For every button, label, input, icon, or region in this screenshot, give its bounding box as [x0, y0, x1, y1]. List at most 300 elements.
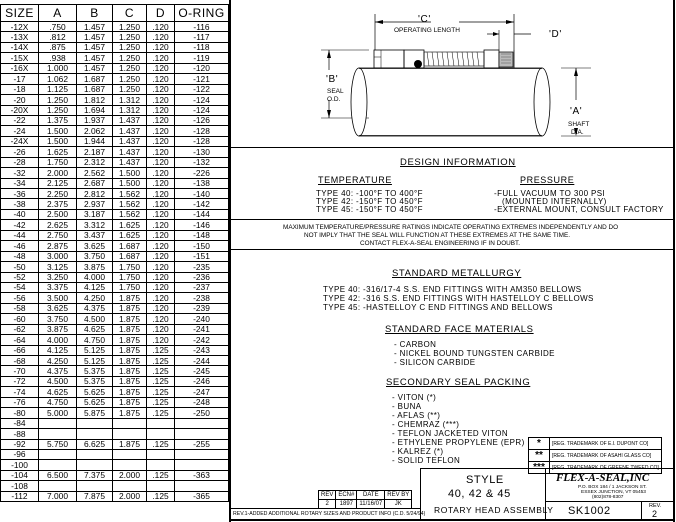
c-cell: 1.500	[113, 168, 147, 178]
b-cell: 4.250	[77, 293, 113, 303]
company-address-2: ESSEX JUNCTION, VT 05453	[581, 490, 646, 495]
a-cell	[39, 429, 77, 439]
a-cell: 5.000	[39, 408, 77, 418]
a-cell: 1.250	[39, 95, 77, 105]
table-row	[1, 42, 229, 52]
b-cell: 3.750	[77, 251, 113, 261]
table-row	[1, 262, 229, 272]
table-row	[1, 126, 229, 136]
table-row	[1, 293, 229, 303]
a-cell: 3.125	[39, 262, 77, 272]
table-row	[1, 449, 229, 459]
packing-line: - SOLID TEFLON	[392, 456, 461, 465]
c-cell	[113, 481, 147, 491]
d-cell: .125	[147, 366, 175, 376]
d-cell: .120	[147, 262, 175, 272]
b-cell: 5.625	[77, 397, 113, 407]
c-cell	[113, 418, 147, 428]
a-cell: 1.125	[39, 84, 77, 94]
revision-header-row	[319, 491, 412, 500]
size-cell: -24	[1, 126, 39, 136]
table-row	[1, 63, 229, 73]
o-ring-cell	[175, 460, 229, 470]
size-cell: -48	[1, 251, 39, 261]
d-cell: .125	[147, 491, 175, 501]
c-cell: 1.875	[113, 408, 147, 418]
o-ring-cell: -245	[175, 366, 229, 376]
a-cell: 4.500	[39, 376, 77, 386]
size-cell: -42	[1, 220, 39, 230]
size-cell: -70	[1, 366, 39, 376]
c-cell: 1.875	[113, 439, 147, 449]
a-cell	[39, 449, 77, 459]
table-row	[1, 429, 229, 439]
a-cell: 2.625	[39, 220, 77, 230]
a-cell: 4.625	[39, 387, 77, 397]
a-cell: 2.500	[39, 209, 77, 219]
b-cell: 5.125	[77, 345, 113, 355]
a-cell: .938	[39, 53, 77, 63]
packing-title: SECONDARY SEAL PACKING	[386, 377, 531, 388]
o-ring-cell	[175, 418, 229, 428]
c-cell: 1.562	[113, 209, 147, 219]
trademark-row	[529, 438, 662, 450]
d-cell: .120	[147, 303, 175, 313]
revision-value: 1897	[336, 500, 357, 509]
b-cell: 3.625	[77, 241, 113, 251]
style-models: 40, 42 & 45	[448, 488, 511, 500]
b-cell: 4.375	[77, 303, 113, 313]
o-ring-cell: -144	[175, 209, 229, 219]
revision-header: REV BY	[385, 491, 412, 500]
d-cell: .125	[147, 345, 175, 355]
o-ring-cell: -248	[175, 397, 229, 407]
seal-head	[374, 50, 514, 68]
drawing-number: SK1002	[568, 505, 611, 517]
b-cell: 2.062	[77, 126, 113, 136]
table-row	[1, 324, 229, 334]
size-cell: -32	[1, 168, 39, 178]
temp-line: TYPE 42: -150°F TO 450°F	[316, 197, 423, 206]
table-row	[1, 220, 229, 230]
face-material-line: - SILICON CARBIDE	[394, 358, 476, 367]
face-materials-title: STANDARD FACE MATERIALS	[385, 324, 534, 335]
c-cell: 1.250	[113, 53, 147, 63]
c-cell: 1.687	[113, 241, 147, 251]
size-cell: -80	[1, 408, 39, 418]
c-cell: 1.750	[113, 272, 147, 282]
c-cell: 1.875	[113, 335, 147, 345]
table-row	[1, 241, 229, 251]
o-ring-cell: -241	[175, 324, 229, 334]
o-ring-cell: -128	[175, 136, 229, 146]
size-cell: -28	[1, 157, 39, 167]
o-ring-cell: -124	[175, 105, 229, 115]
table-row	[1, 157, 229, 167]
operating-length-label: OPERATING LENGTH	[394, 27, 460, 34]
d-cell: .120	[147, 147, 175, 157]
c-header: C	[113, 5, 147, 22]
rev-value: 2	[652, 509, 658, 519]
table-row	[1, 335, 229, 345]
table-row	[1, 74, 229, 84]
face-material-line: - CARBON	[394, 340, 437, 349]
a-cell: 4.375	[39, 366, 77, 376]
revision-header: REV	[319, 491, 336, 500]
o-ring-cell: -238	[175, 293, 229, 303]
pressure-line: -FULL VACUUM TO 300 PSI	[494, 189, 606, 198]
table-row	[1, 230, 229, 240]
b-cell: 1.944	[77, 136, 113, 146]
table-row	[1, 95, 229, 105]
trademark-symbol: **	[529, 450, 550, 462]
dimension-table-body	[1, 22, 229, 502]
c-cell: 1.875	[113, 356, 147, 366]
table-row	[1, 366, 229, 376]
size-cell: -12X	[1, 22, 39, 32]
table-row	[1, 460, 229, 470]
d-cell: .120	[147, 63, 175, 73]
c-cell: 1.437	[113, 136, 147, 146]
frame-right-border	[673, 0, 675, 522]
a-cell	[39, 460, 77, 470]
size-cell: -64	[1, 335, 39, 345]
a-cell: 2.250	[39, 189, 77, 199]
label-d: 'D'	[549, 29, 562, 40]
table-row	[1, 387, 229, 397]
size-cell: -54	[1, 282, 39, 292]
trademark-row	[529, 450, 662, 462]
c-cell: 1.875	[113, 303, 147, 313]
revision-note-divider	[231, 508, 420, 509]
seal-od-label-2: O.D.	[327, 96, 341, 103]
a-cell: 4.750	[39, 397, 77, 407]
b-cell	[77, 460, 113, 470]
shaft-dia-label-2: DIA.	[571, 129, 584, 136]
section-divider	[229, 249, 675, 250]
c-cell: 1.250	[113, 32, 147, 42]
table-row	[1, 199, 229, 209]
b-cell: 3.875	[77, 262, 113, 272]
pressure-line: (MOUNTED INTERNALLY)	[502, 197, 607, 206]
c-cell: 2.000	[113, 470, 147, 480]
b-cell: 2.187	[77, 147, 113, 157]
revision-value: JK	[385, 500, 412, 509]
a-cell: 3.375	[39, 282, 77, 292]
b-cell: 7.375	[77, 470, 113, 480]
a-cell: 1.062	[39, 74, 77, 84]
o-ring-cell: -130	[175, 147, 229, 157]
b-cell	[77, 418, 113, 428]
b-cell: 1.457	[77, 63, 113, 73]
table-row	[1, 22, 229, 32]
a-cell	[39, 418, 77, 428]
table-row	[1, 178, 229, 188]
shaft-dia-label-1: SHAFT	[568, 121, 590, 128]
a-cell: 1.250	[39, 105, 77, 115]
d-cell: .125	[147, 397, 175, 407]
c-cell: 1.875	[113, 324, 147, 334]
d-cell: .120	[147, 335, 175, 345]
table-row	[1, 408, 229, 418]
b-cell: 2.937	[77, 199, 113, 209]
temp-line: TYPE 45: -150°F TO 450°F	[316, 205, 423, 214]
label-b: 'B'	[326, 74, 339, 85]
d-cell: .120	[147, 189, 175, 199]
o-ring-cell: -119	[175, 53, 229, 63]
label-c: 'C'	[418, 14, 431, 25]
o-ring-cell: -237	[175, 282, 229, 292]
o-ring-cell: -242	[175, 335, 229, 345]
size-cell: -96	[1, 449, 39, 459]
size-cell: -84	[1, 418, 39, 428]
c-cell: 1.562	[113, 189, 147, 199]
c-cell: 1.437	[113, 126, 147, 136]
d-cell: .125	[147, 376, 175, 386]
c-cell: 1.250	[113, 63, 147, 73]
b-cell: 1.937	[77, 115, 113, 125]
b-cell: 3.437	[77, 230, 113, 240]
table-row	[1, 418, 229, 428]
table-row	[1, 376, 229, 386]
d-cell: .120	[147, 314, 175, 324]
size-cell: -66	[1, 345, 39, 355]
size-cell: -46	[1, 241, 39, 251]
pressure-title: PRESSURE	[520, 175, 575, 185]
a-cell: 4.125	[39, 345, 77, 355]
d-cell	[147, 449, 175, 459]
b-cell: 1.687	[77, 74, 113, 84]
label-a: 'A'	[570, 106, 583, 117]
rev-label: REV.	[649, 503, 662, 509]
table-row	[1, 53, 229, 63]
size-cell: -15X	[1, 53, 39, 63]
size-cell: -88	[1, 429, 39, 439]
a-cell: 7.000	[39, 491, 77, 501]
o-ring-cell: -247	[175, 387, 229, 397]
d-cell: .120	[147, 95, 175, 105]
c-cell: 1.875	[113, 376, 147, 386]
size-cell: -100	[1, 460, 39, 470]
temperature-title: TEMPERATURE	[318, 175, 392, 185]
size-cell: -17	[1, 74, 39, 84]
o-ring-cell: -243	[175, 345, 229, 355]
o-ring-cell: -146	[175, 220, 229, 230]
table-row	[1, 115, 229, 125]
dimension-table-header	[1, 5, 229, 22]
table-row	[1, 32, 229, 42]
table-row	[1, 303, 229, 313]
a-cell: 6.500	[39, 470, 77, 480]
b-cell: 6.625	[77, 439, 113, 449]
d-cell: .120	[147, 105, 175, 115]
o-ring-cell: -239	[175, 303, 229, 313]
a-cell: 3.625	[39, 303, 77, 313]
d-cell: .120	[147, 282, 175, 292]
size-cell: -40	[1, 209, 39, 219]
table-row	[1, 282, 229, 292]
b-cell: 2.312	[77, 157, 113, 167]
a-cell: 3.250	[39, 272, 77, 282]
o-ring-cell: -128	[175, 126, 229, 136]
d-cell: .125	[147, 387, 175, 397]
c-cell: 1.250	[113, 22, 147, 32]
a-cell: 1.500	[39, 136, 77, 146]
dimension-table	[0, 4, 229, 502]
a-cell: 3.000	[39, 251, 77, 261]
face-material-line: - NICKEL BOUND TUNGSTEN CARBIDE	[394, 349, 555, 358]
c-cell: 1.437	[113, 147, 147, 157]
titleblock-divider	[545, 501, 675, 502]
table-row	[1, 314, 229, 324]
rating-note-line: NOT IMPLY THAT THE SEAL WILL FUNCTION AT THESE EXTREMES AT THE SAME TIME.	[304, 232, 570, 239]
b-cell: 7.875	[77, 491, 113, 501]
o-ring-cell: -363	[175, 470, 229, 480]
seal-cross-section-drawing	[231, 0, 673, 147]
a-cell: 1.000	[39, 63, 77, 73]
b-cell: 5.125	[77, 356, 113, 366]
a-cell: 1.625	[39, 147, 77, 157]
o-ring-cell	[175, 449, 229, 459]
b-cell: 1.457	[77, 53, 113, 63]
b-cell: 1.687	[77, 84, 113, 94]
a-cell: 3.500	[39, 293, 77, 303]
o-ring-cell: -150	[175, 241, 229, 251]
frame-bottom-border	[229, 519, 675, 521]
b-cell: 2.812	[77, 189, 113, 199]
a-cell: 1.750	[39, 157, 77, 167]
d-cell: .120	[147, 84, 175, 94]
d-cell: .120	[147, 241, 175, 251]
b-cell: 3.187	[77, 209, 113, 219]
o-ring-cell	[175, 429, 229, 439]
c-cell: 1.250	[113, 84, 147, 94]
o-ring-cell: -140	[175, 189, 229, 199]
table-row	[1, 470, 229, 480]
o-ring-cell: -124	[175, 95, 229, 105]
table-row	[1, 345, 229, 355]
revision-value: 11/16/07	[357, 500, 385, 509]
packing-line: - CHEMRAZ (***)	[392, 420, 460, 429]
c-cell: 1.750	[113, 262, 147, 272]
b-cell: 4.125	[77, 282, 113, 292]
c-cell: 1.312	[113, 105, 147, 115]
trademark-text: [REG. TRADEMARK OF E.I. DUPONT CO]	[550, 438, 662, 450]
table-row	[1, 356, 229, 366]
size-cell: -58	[1, 303, 39, 313]
size-cell: -20	[1, 95, 39, 105]
c-cell: 1.750	[113, 282, 147, 292]
revision-header: ECN#	[336, 491, 357, 500]
d-cell: .120	[147, 251, 175, 261]
o-ring-cell: -138	[175, 178, 229, 188]
c-cell	[113, 460, 147, 470]
b-cell: 4.500	[77, 314, 113, 324]
company-address-1: P.O. BOX 184 / 1 JACKSON ST.	[578, 485, 647, 490]
company-name: FLEX-A-SEAL,INC	[556, 472, 650, 484]
c-cell: 1.500	[113, 178, 147, 188]
d-cell: .125	[147, 356, 175, 366]
b-cell: 2.687	[77, 178, 113, 188]
o-ring-cell: -120	[175, 63, 229, 73]
size-cell: -38	[1, 199, 39, 209]
b-header: B	[77, 5, 113, 22]
metallurgy-line: TYPE 40: -316/17-4 S.S. END FITTINGS WITH AM350 BELLOWS	[323, 285, 582, 294]
b-cell: 1.457	[77, 42, 113, 52]
o-ring-cell: -235	[175, 262, 229, 272]
size-cell: -44	[1, 230, 39, 240]
c-cell: 1.687	[113, 251, 147, 261]
metallurgy-line: TYPE 42: -316 S.S. END FITTINGS WITH HASTELLOY C BELLOWS	[323, 294, 594, 303]
o-ring-cell: -121	[175, 74, 229, 84]
table-row	[1, 491, 229, 501]
trademark-symbol: *	[529, 438, 550, 450]
o-ring-cell: -236	[175, 272, 229, 282]
size-cell: -76	[1, 397, 39, 407]
table-row	[1, 105, 229, 115]
a-cell	[39, 481, 77, 491]
table-row	[1, 272, 229, 282]
size-cell: -16X	[1, 63, 39, 73]
b-cell: 5.625	[77, 387, 113, 397]
c-cell: 1.875	[113, 293, 147, 303]
size-cell: -108	[1, 481, 39, 491]
a-cell: .875	[39, 42, 77, 52]
b-cell: 4.000	[77, 272, 113, 282]
c-cell: 1.250	[113, 42, 147, 52]
d-cell: .120	[147, 22, 175, 32]
revision-header: DATE	[357, 491, 385, 500]
packing-line: - AFLAS (**)	[392, 411, 441, 420]
c-cell: 1.875	[113, 387, 147, 397]
o-ring-cell: -148	[175, 230, 229, 240]
d-cell: .120	[147, 168, 175, 178]
a-cell: 1.500	[39, 126, 77, 136]
a-cell: 2.875	[39, 241, 77, 251]
a-header: A	[39, 5, 77, 22]
table-row	[1, 397, 229, 407]
o-ring-cell: -250	[175, 408, 229, 418]
o-ring-cell: -246	[175, 376, 229, 386]
a-cell: 4.250	[39, 356, 77, 366]
size-cell: -68	[1, 356, 39, 366]
b-cell: 3.312	[77, 220, 113, 230]
d-cell: .120	[147, 220, 175, 230]
a-cell: 2.000	[39, 168, 77, 178]
b-cell: 1.694	[77, 105, 113, 115]
c-cell: 1.562	[113, 199, 147, 209]
packing-line: - VITON (*)	[392, 393, 437, 402]
size-cell: -112	[1, 491, 39, 501]
rating-note-line: CONTACT FLEX-A-SEAL ENGINEERING IF IN DOUBT.	[360, 240, 521, 247]
a-cell: 1.375	[39, 115, 77, 125]
a-cell: 5.750	[39, 439, 77, 449]
table-row	[1, 439, 229, 449]
trademark-text: [REG. TRADEMARK OF ASAHI GLASS CO]	[550, 450, 662, 462]
size-cell: -36	[1, 189, 39, 199]
o-ring-cell: -244	[175, 356, 229, 366]
a-cell: 4.000	[39, 335, 77, 345]
o-ring-cell: -365	[175, 491, 229, 501]
c-cell	[113, 429, 147, 439]
c-cell	[113, 449, 147, 459]
b-cell: 4.750	[77, 335, 113, 345]
a-cell: 3.875	[39, 324, 77, 334]
a-cell: 2.125	[39, 178, 77, 188]
table-row	[1, 251, 229, 261]
revision-value: 2	[319, 500, 336, 509]
size-cell: -56	[1, 293, 39, 303]
